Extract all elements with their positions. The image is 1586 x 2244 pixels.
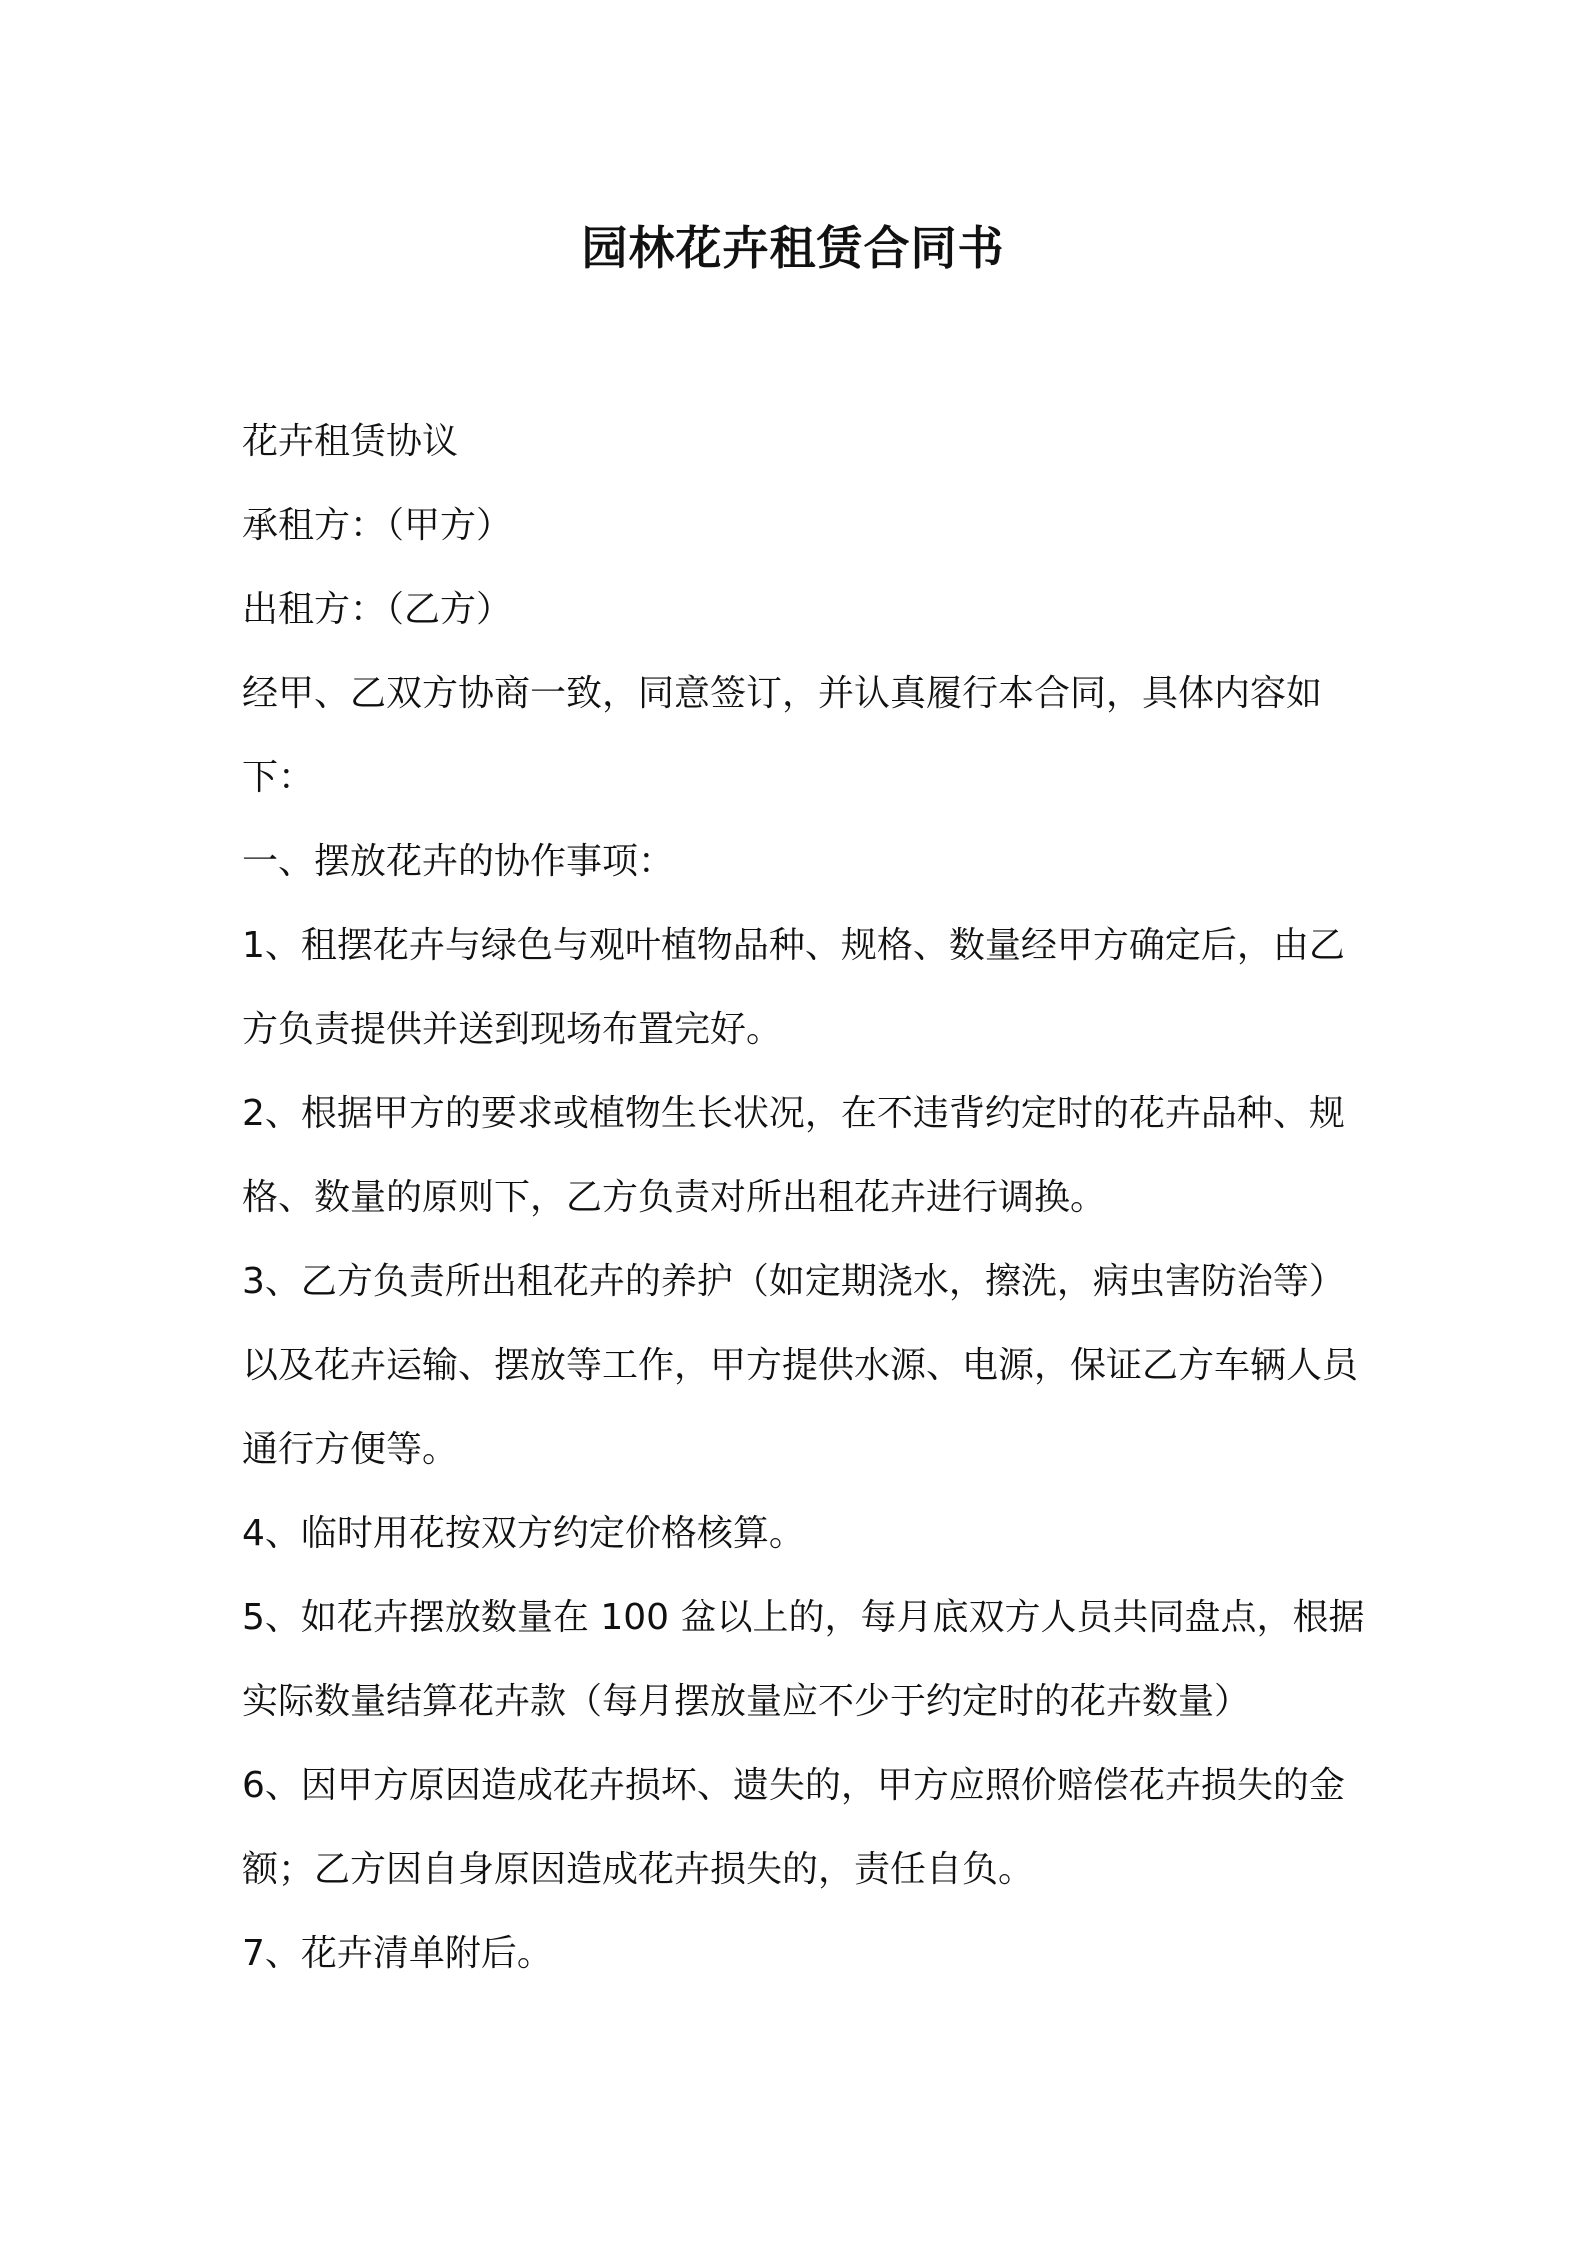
- document-body: [242, 400, 1372, 1996]
- clause-6: 6、因甲方原因造成花卉损坏、遗失的，甲方应照价赔偿花卉损失的金额；乙方因自身原因造成花卉损失的，责任自负。: [242, 1765, 1345, 1890]
- clause-1: 1、租摆花卉与绿色与观叶植物品种、规格、数量经甲方确定后，由乙方负责提供并送到现场布置完好。: [242, 925, 1345, 1050]
- agreement-heading: 花卉租赁协议: [242, 421, 459, 462]
- clause-3: 3、乙方负责所出租花卉的养护（如定期浇水，擦洗，病虫害防治等）以及花卉运输、摆放等工作，甲方提供水源、电源，保证乙方车辆人员通行方便等。: [242, 1261, 1359, 1470]
- section-1-title: 一、摆放花卉的协作事项：: [242, 841, 675, 882]
- clause-4: 4、临时用花按双方约定价格核算。: [242, 1513, 805, 1554]
- clause-5: 5、如花卉摆放数量在 100 盆以上的，每月底双方人员共同盘点，根据实际数量结算花卉款（每月摆放量应不少于约定时的花卉数量）: [242, 1597, 1365, 1722]
- party-b-line: 出租方：（乙方）: [242, 589, 513, 630]
- party-a-line: 承租方：（甲方）: [242, 505, 513, 546]
- document-title: 园林花卉租赁合同书: [581, 221, 1005, 275]
- clause-2: 2、根据甲方的要求或植物生长状况，在不违背约定时的花卉品种、规格、数量的原则下，乙方负责对所出租花卉进行调换。: [242, 1093, 1345, 1218]
- clause-7: 7、花卉清单附后。: [242, 1933, 553, 1974]
- preamble-paragraph: 经甲、乙双方协商一致，同意签订，并认真履行本合同，具体内容如下：: [242, 673, 1323, 798]
